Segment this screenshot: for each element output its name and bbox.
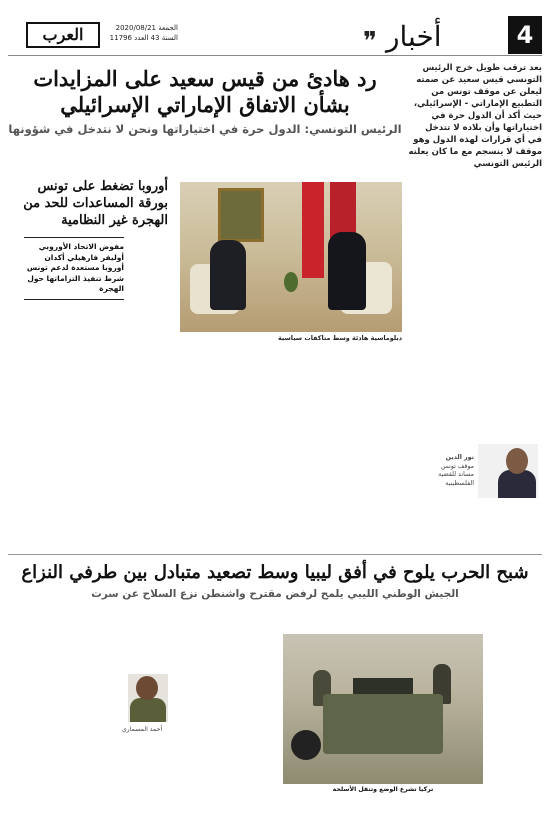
libya-headline: شبح الحرب يلوح في أفق ليبيا وسط تصعيد متبادل بين طرفي النزاع — [21, 562, 529, 583]
main-photo-caption: دبلوماسية هادئة وسط مناكفات سياسية — [278, 334, 402, 342]
columnist-portrait — [478, 444, 538, 498]
article-divider — [8, 554, 542, 555]
main-headline — [8, 62, 402, 118]
spokesman-caption: أحمد المسماري — [121, 726, 163, 733]
masthead — [8, 14, 542, 56]
newspaper-page — [8, 14, 542, 814]
main-headline-line-1: رد هادئ من قيس سعيد على المزايدات — [33, 66, 377, 91]
libya-photo-caption: تركيا تشرع الوضع وتنقل الأسلحة — [332, 786, 434, 793]
main-subhead: الرئيس التونسي: الدول حرة في اختياراتها ونحن لا نتدخل في شؤونها — [8, 122, 402, 136]
main-headline-line-2: بشأن الاتفاق الإماراتي الإسرائيلي — [60, 92, 350, 117]
main-article-header — [8, 62, 402, 136]
photo-painting — [218, 188, 264, 242]
libya-subhead: الجيش الوطني الليبي يلمح لرفض مقترح واشنطن نزع السلاح عن سرت — [91, 588, 459, 600]
photo-military-truck — [323, 694, 443, 754]
columnist-role: موقف تونس مساند للقضية الفلسطينية — [438, 462, 474, 487]
columnist-caption — [424, 454, 474, 488]
portrait-uniform — [130, 698, 166, 722]
photo-flag — [302, 182, 324, 278]
europe-headline: أوروبا تضغط على تونس بورقة المساعدات للحد من الهجرة غير النظامية — [23, 179, 168, 228]
photo-person-left — [210, 240, 246, 310]
photo-tire — [291, 730, 321, 760]
portrait-shoulders — [498, 470, 536, 498]
europe-article — [22, 178, 168, 300]
photo-plant — [284, 272, 298, 292]
issue-date: الجمعة 2020/08/21 — [115, 24, 178, 32]
issue-info — [108, 23, 178, 43]
intro-paragraph: بعد ترقب طويل خرج الرئيس التونسي قيس سعيد عن صمته ليعلن عن موقف تونس من التطبيع الإماراتي - الإسرائيلي، حيث أكد أن الدول حرة في اختياراتها وأن بلاده لا تتدخل في أي قرارات لهذه الدول وهو موقف لا ينسجم مع ما كان يعلنه الرئيس التونسي — [408, 63, 542, 169]
columnist-name: نور الدين — [445, 454, 474, 461]
section-title: أخبار — [386, 20, 442, 53]
spokesman-portrait — [128, 674, 168, 722]
issue-number: السنة 43 العدد 11796 — [109, 34, 178, 42]
europe-pull-quote: مفوض الاتحاد الأوروبي أوليفر فارهيلي أكدان أوروبا مستعدة لدعم تونس شرط تنفيذ التزاماتها حول الهجرة — [24, 237, 124, 300]
portrait-head — [506, 448, 528, 474]
photo-person-right — [328, 232, 366, 310]
main-article-photo — [180, 182, 402, 332]
portrait-head — [136, 676, 158, 700]
main-article-intro — [408, 62, 542, 170]
newspaper-logo: العرب — [26, 22, 100, 48]
photo-mounted-gun — [353, 678, 413, 694]
page-number: 4 — [508, 16, 542, 54]
libya-photo — [283, 634, 483, 784]
quote-icon: ❞ — [363, 27, 377, 57]
